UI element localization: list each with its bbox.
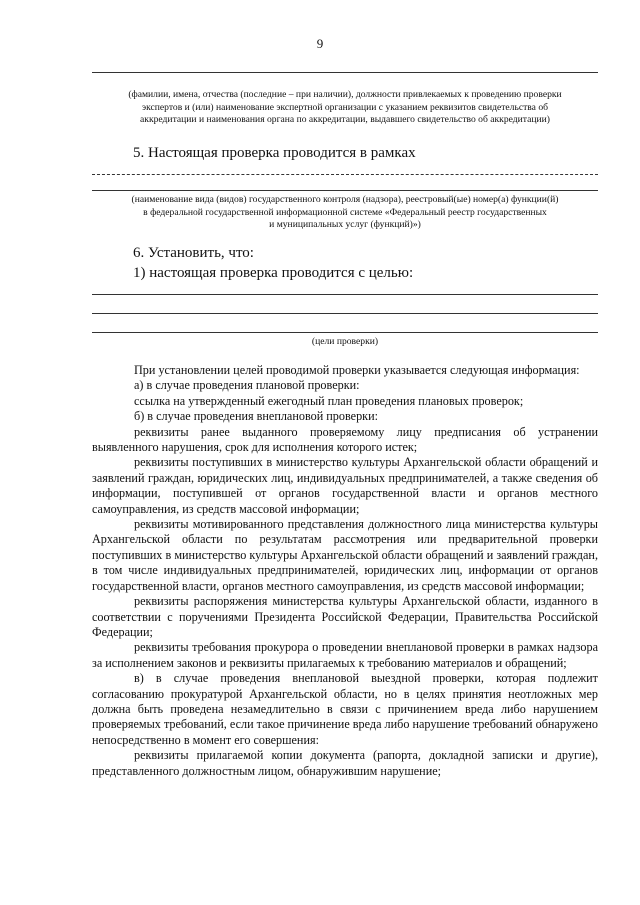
control-fill-line (92, 190, 598, 191)
control-fill-line (92, 174, 598, 175)
experts-caption-line: (фамилии, имена, отчества (последние – при наличии), должности привлекаемых к проведению проверки (128, 89, 562, 100)
paragraph: реквизиты прилагаемой копии документа (рапорта, докладной записки и другие), представленного должностным лицом, обнаружившим нарушение; (92, 748, 598, 778)
goals-caption: (цели проверки) (311, 336, 379, 347)
paragraph: реквизиты поступивших в министерство культуры Архангельской области обращений и заявлений граждан, юридических лиц, индивидуальных предпринимателей, а также сведения об информации, поступившей от органов государственной власти и органов местного самоуправления, из средств массовой информации; (92, 455, 598, 516)
body-text (92, 363, 598, 779)
control-caption-line: в федеральной государственной информационной системе «Федеральный реестр государственных (143, 206, 547, 218)
paragraph: в) в случае проведения внеплановой выездной проверки, которая подлежит согласованию прокуратурой Архангельской области, но в целях принятия неотложных мер должна быть проведена незамедлительно в связи с причинением вреда либо нарушением проверяемых требований, если такое причинение вреда либо нарушение требований обнаружено непосредственно в момент его совершения: (92, 671, 598, 747)
paragraph: реквизиты распоряжения министерства культуры Архангельской области, изданного в соответствии с поручениями Президента Российской Федерации, Правительства Российской Федерации; (92, 594, 598, 639)
control-caption (92, 194, 598, 232)
page-number: 9 (316, 36, 324, 51)
paragraph: При установлении целей проводимой проверки указывается следующая информация: (134, 363, 580, 377)
paragraph: ссылка на утвержденный ежегодный план проведения плановых проверок; (134, 393, 524, 408)
goal-fill-line (92, 294, 598, 295)
paragraph: реквизиты ранее выданного проверяемому лицу предписания об устранении выявленного нарушения, срок для исполнения которого истек; (92, 424, 598, 455)
experts-fill-line (92, 72, 598, 73)
experts-caption (92, 89, 598, 127)
goal-fill-line (92, 332, 598, 333)
paragraph: реквизиты требования прокурора о проведении внеплановой проверки в рамках надзора за исполнением законов и реквизиты прилагаемых к требованию материалов и обращений; (92, 640, 598, 670)
goal-fill-line (92, 313, 598, 314)
paragraph: а) в случае проведения плановой проверки: (134, 378, 360, 393)
paragraph: б) в случае проведения внеплановой проверки: (134, 409, 379, 424)
section-5-heading: 5. Настоящая проверка проводится в рамках (133, 145, 416, 161)
paragraph: реквизиты мотивированного представления должностного лица министерства культуры Архангельской области по результатам рассмотрения или предварительной проверки поступивших в министерство культуры Архангельской области обращений и заявлений граждан, в том числе индивидуальных предпринимателей, юридических лиц, информации от органов государственной власти, органов местного самоуправления, из средств массовой информации; (92, 517, 598, 593)
goal-item-heading: 1) настоящая проверка проводится с целью: (133, 265, 414, 281)
control-caption-line: (наименование вида (видов) государственного контроля (надзора), реестровый(ые) номер(а) функции(й) (131, 194, 559, 205)
section-6-heading: 6. Установить, что: (133, 245, 254, 261)
experts-caption-line: экспертов и (или) наименование экспертной организации с указанием реквизитов свидетельства об (141, 101, 549, 113)
experts-caption-line: аккредитации и наименования органа по аккредитации, выдавшего свидетельство об аккредитации) (140, 114, 550, 125)
control-caption-line: и муниципальных услуг (функций)») (269, 219, 421, 230)
